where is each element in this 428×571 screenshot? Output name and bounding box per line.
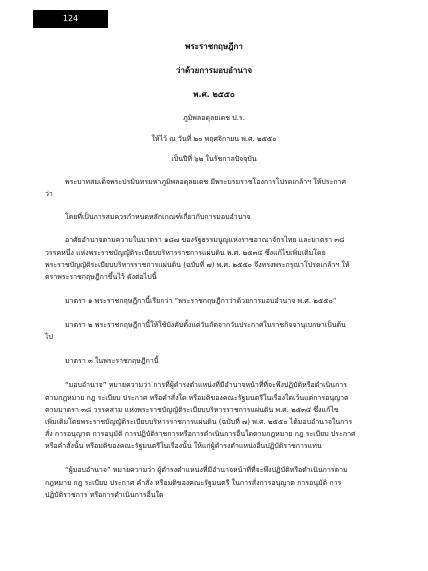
doc-subtitle: ว่าด้วยการมอบอำนาจ (175, 66, 253, 75)
text-line: มาตรา ๑ พระราชกฤษฎีกานี้เรียกว่า “พระราชกฤษฎีกาว่าด้วยการมอบอำนาจ พ.ศ. ๒๕๕๐” (65, 297, 337, 305)
text-line: “ผู้มอบอำนาจ” หมายความว่า ผู้ดำรงตำแหน่งที่มีอำนาจหน้าที่ที่จะพึงปฏิบัติหรือดำเนินการตาม (65, 466, 348, 474)
given-date: ให้ไว้ ณ วันที่ ๒๐ พฤศจิกายน พ.ศ. ๒๕๕๐ (151, 135, 277, 143)
page-number-badge: 124 (33, 10, 108, 28)
text-line: มาตรา ๒ พระราชกฤษฎีกานี้ให้ใช้บังคับตั้งแต่วันถัดจากวันประกาศในราชกิจจานุเบกษาเป็นต้น (65, 321, 346, 329)
text-line: พระบาทสมเด็จพระปรมินทรมหาภูมิพลอดุลยเดช มีพระบรมราชโองการโปรดเกล้าฯ ให้ประกาศ (65, 178, 346, 186)
text-line: พระราชบัญญัติระเบียบบริหารราชการแผ่นดิน (ฉบับที่ ๗) พ.ศ. ๒๕๕๐ จึงทรงพระกรุณาโปรดเกล้าฯ ให้ (45, 261, 350, 269)
text-line: ตามกฎหมาย กฎ ระเบียบ ประกาศ หรือคำสั่งใด หรือมติของคณะรัฐมนตรีในเรื่องใดเว้นแต่การอนุญาต (45, 394, 349, 402)
text-line: มาตรา ๓ ในพระราชกฤษฎีกานี้ (65, 357, 159, 365)
text-line: กฎหมาย กฎ ระเบียบ ประกาศ คำสั่ง หรือมติของคณะรัฐมนตรี ในการสั่งการอนุญาต การอนุมัติ การ (45, 479, 342, 487)
text-line: โดยที่เป็นการสมควรกำหนดหลักเกณฑ์เกี่ยวกับการมอบอำนาจ (65, 213, 251, 221)
text-line: เพิ่มเติมโดยพระราชบัญญัติระเบียบบริหารราชการแผ่นดิน (ฉบับที่ ๗) พ.ศ. ๒๕๕๐ ได้มอบอำนาจในการ (45, 418, 353, 426)
text-line: “มอบอำนาจ” หมายความว่า การที่ผู้ดำรงตำแหน่งที่มีอำนาจหน้าที่ที่จะพึงปฏิบัติหรือดำเนินการ (65, 381, 348, 389)
text-line: ตามมาตรา ๓๘ วรรคสาม แห่งพระราชบัญญัติระเบียบบริหารราชการแผ่นดิน พ.ศ. ๒๕๓๔ ซึ่งแก้ไข (45, 406, 339, 414)
text-line: สั่ง การอนุญาต การอนุมัติ การปฏิบัติราชการหรือการดำเนินการอื่นใดตามกฎหมาย กฎ ระเบียบ ประกาศ (45, 430, 356, 438)
text-line: ไป (45, 333, 53, 341)
text-line: หรือคำสั่งนั้น หรือมติของคณะรัฐมนตรีในเรื่องนั้น ให้แก่ผู้ดำรงตำแหน่งอื่นปฏิบัติราชการแทน (45, 442, 322, 450)
text-line: ปฏิบัติราชการ หรือการดำเนินการอื่นใด (45, 491, 164, 499)
king-name: ภูมิพลอดุลยเดช ป.ร. (183, 114, 245, 122)
text-line: ว่า (45, 190, 53, 198)
text-line: อาศัยอำนาจตามความในมาตรา ๑๘๗ ของรัฐธรรมนูญแห่งราชอาณาจักรไทย และมาตรา ๓๘ (65, 236, 345, 244)
text-line: ตราพระราชกฤษฎีกาขึ้นไว้ ดังต่อไปนี้ (45, 273, 157, 281)
text-line: วรรคหนึ่ง แห่งพระราชบัญญัติระเบียบบริหารราชการแผ่นดิน พ.ศ. ๒๕๓๔ ซึ่งแก้ไขเพิ่มเติมโดย (45, 249, 326, 257)
doc-title: พระราชกฤษฎีกา (185, 42, 243, 51)
doc-year: พ.ศ. ๒๕๕๐ (193, 90, 235, 99)
reign-year: เป็นปีที่ ๖๒ ในรัชกาลปัจจุบัน (171, 155, 257, 163)
